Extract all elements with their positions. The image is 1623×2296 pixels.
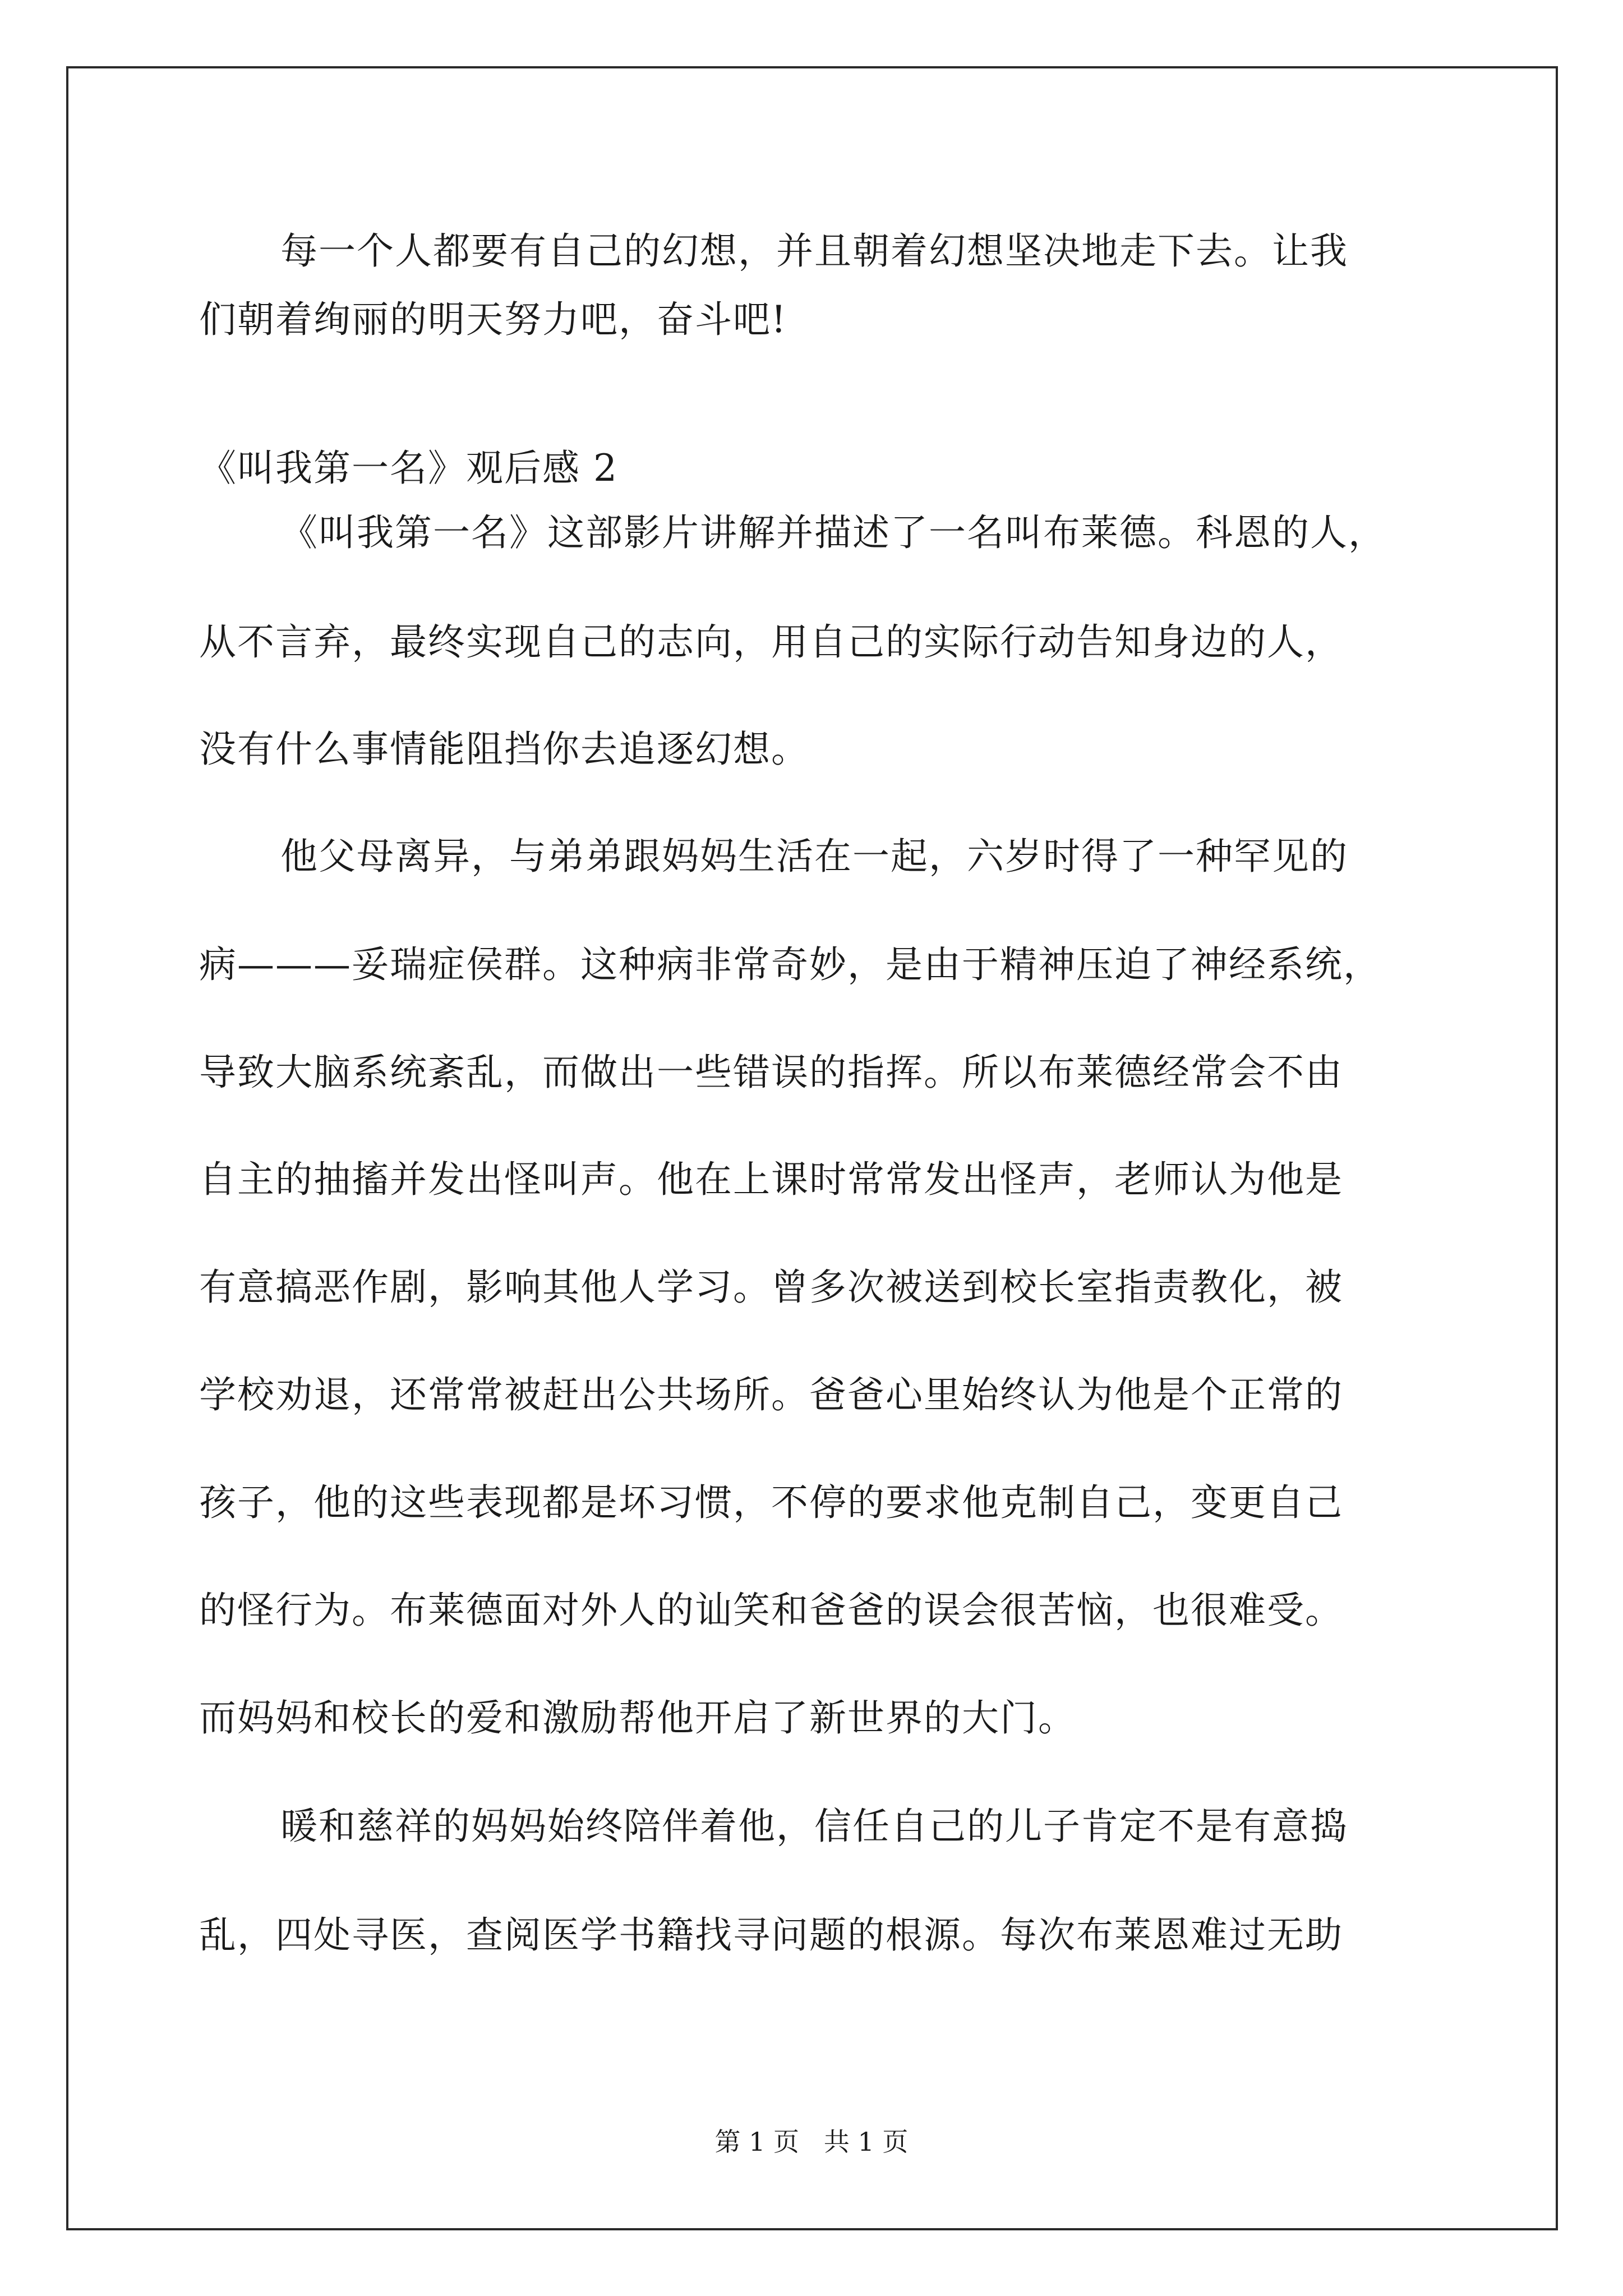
body-line: 暖和慈祥的妈妈始终陪伴着他，信任自己的儿子肯定不是有意捣 (280, 1805, 1348, 1848)
body-line: 从不言弃，最终实现自己的志向，用自己的实际行动告知身边的人， (199, 620, 1343, 664)
body-line: 而妈妈和校长的爱和激励帮他开启了新世界的大门。 (199, 1696, 1076, 1740)
body-line: 的怪行为。布莱德面对外人的讪笑和爸爸的误会很苦恼，也很难受。 (199, 1589, 1343, 1632)
page-number-footer: 第 1 页 共 1 页 (714, 2127, 909, 2157)
body-line: 乱，四处寻医，查阅医学书籍找寻问题的根源。每次布莱恩难过无助 (199, 1913, 1343, 1957)
body-line: 学校劝退，还常常被赶出公共场所。爸爸心里始终认为他是个正常的 (199, 1373, 1343, 1416)
body-line: 自主的抽搐并发出怪叫声。他在上课时常常发出怪声，老师认为他是 (199, 1158, 1343, 1201)
body-line: 有意搞恶作剧，影响其他人学习。曾多次被送到校长室指责教化，被 (199, 1266, 1343, 1309)
body-line: 们朝着绚丽的明天努力吧，奋斗吧! (199, 298, 787, 341)
section-heading: 《叫我第一名》观后感 2 (199, 447, 618, 490)
body-line: 《叫我第一名》这部影片讲解并描述了一名叫布莱德。科恩的人， (280, 511, 1386, 554)
body-line: 病———妥瑞症侯群。这种病非常奇妙，是由于精神压迫了神经系统， (199, 943, 1381, 986)
body-line: 导致大脑系统紊乱，而做出一些错误的指挥。所以布莱德经常会不由 (199, 1051, 1343, 1094)
body-line: 他父母离异，与弟弟跟妈妈生活在一起，六岁时得了一种罕见的 (280, 835, 1348, 878)
body-line: 没有什么事情能阻挡你去追逐幻想。 (199, 728, 809, 771)
body-line: 每一个人都要有自己的幻想，并且朝着幻想坚决地走下去。让我 (280, 229, 1348, 273)
body-line: 孩子，他的这些表现都是坏习惯，不停的要求他克制自己，变更自己 (199, 1481, 1343, 1524)
page-border (66, 66, 1558, 2230)
